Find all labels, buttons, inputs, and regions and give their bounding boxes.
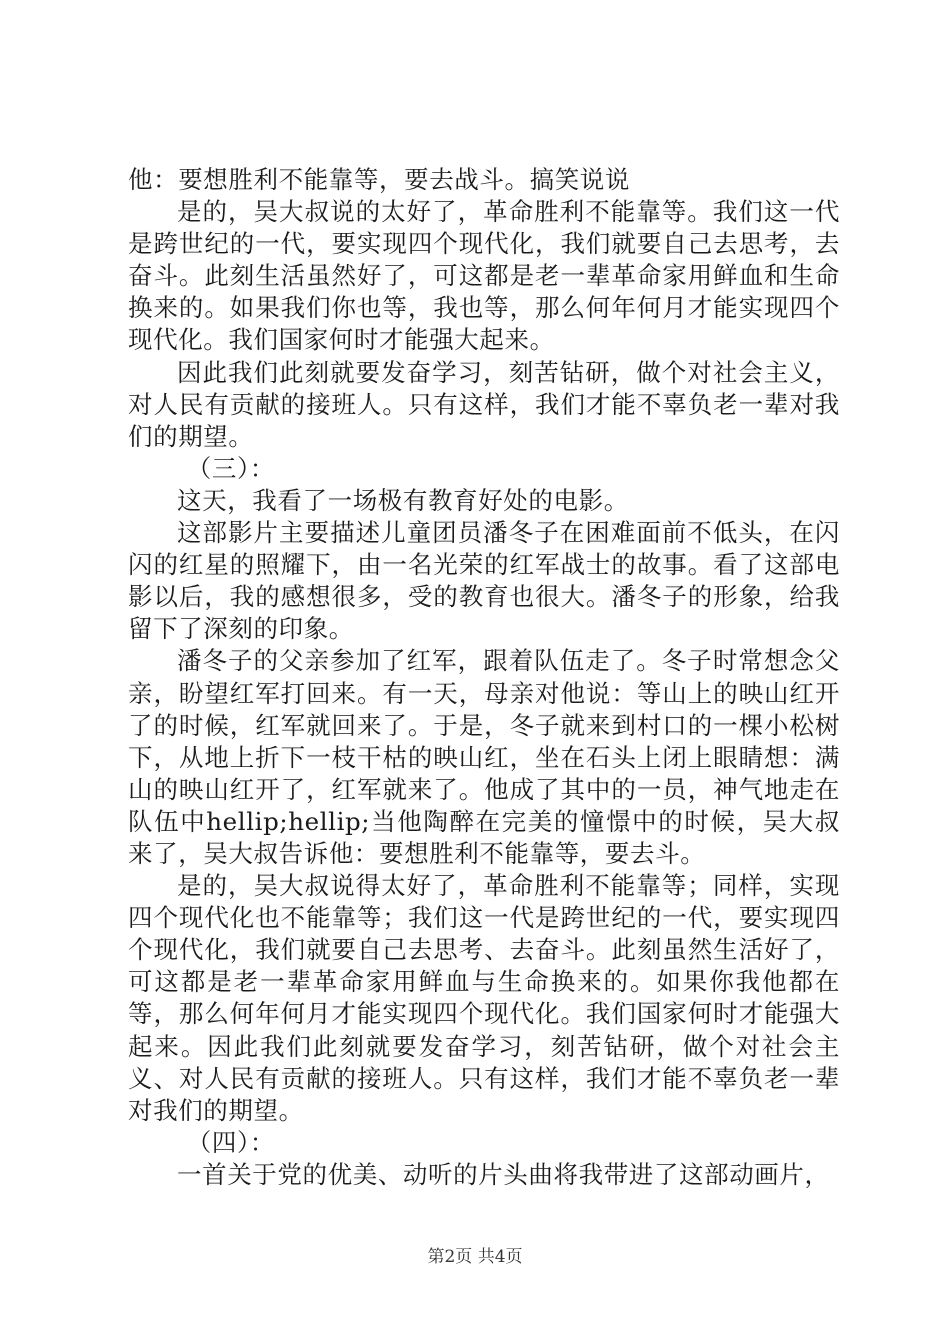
document-body — [128, 164, 840, 1191]
section-heading-four: （四）： — [186, 1127, 275, 1157]
paragraph-continuation: 他：要想胜利不能靠等，要去战斗。搞笑说说 — [128, 165, 630, 194]
paragraph-wu-uncle-2: 是的，吴大叔说得太好了，革命胜利不能靠等；同样，实现四个现代化也不能靠等；我们这一代是跨世纪的一代，要实现四个现代化，我们就要自己去思考、去奋斗。此刻虽然生活好了，可这都是老一辈革命家用鲜血与生命换来的。如果你我他都在等，那么何年何月才能实现四个现代化。我们国家何时才能强大起来。因此我们此刻就要发奋学习，刻苦钻研，做个对社会主义、对人民有贡献的接班人。只有这样，我们才能不辜负老一辈对我们的期望。 — [128, 871, 840, 1125]
section-heading-three: （三）： — [186, 453, 275, 483]
paragraph-wu-uncle-1: 是的，吴大叔说的太好了，革命胜利不能靠等。我们这一代是跨世纪的一代，要实现四个现代化，我们就要自己去思考，去奋斗。此刻生活虽然好了，可这都是老一辈革命家用鲜血和生命换来的。如果我们你也等，我也等，那么何年何月才能实现四个现代化。我们国家何时才能强大起来。 — [128, 197, 840, 355]
paragraph-movie-intro: 这天，我看了一场极有教育好处的电影。 — [177, 485, 629, 515]
page-number-footer: 第2页 共4页 — [427, 1247, 523, 1267]
paragraph-story: 潘冬子的父亲参加了红军，跟着队伍走了。冬子时常想念父亲，盼望红军打回来。有一天，母亲对他说：等山上的映山红开了的时候，红军就回来了。于是，冬子就来到村口的一棵小松树下，从地上折下一枝干枯的映山红，坐在石头上闭上眼睛想：满山的映山红开了，红军就来了。他成了其中的一员，神气地走在队伍中hellip;hellip;当他陶醉在完美的憧憬中的时候，吴大叔来了，吴大叔告诉他：要想胜利不能靠等，要去斗。 — [128, 646, 840, 868]
paragraph-study-hard-1: 因此我们此刻就要发奋学习，刻苦钻研，做个对社会主义，对人民有贡献的接班人。只有这样，我们才能不辜负老一辈对我们的期望。 — [128, 357, 840, 451]
paragraph-movie-summary: 这部影片主要描述儿童团员潘冬子在困难面前不低头，在闪闪的红星的照耀下，由一名光荣的红军战士的故事。看了这部电影以后，我的感想很多，受的教育也很大。潘冬子的形象，给我留下了深刻的印象。 — [128, 518, 840, 644]
paragraph-animation-intro: 一首关于党的优美、动听的片头曲将我带进了这部动画片， — [177, 1159, 830, 1189]
